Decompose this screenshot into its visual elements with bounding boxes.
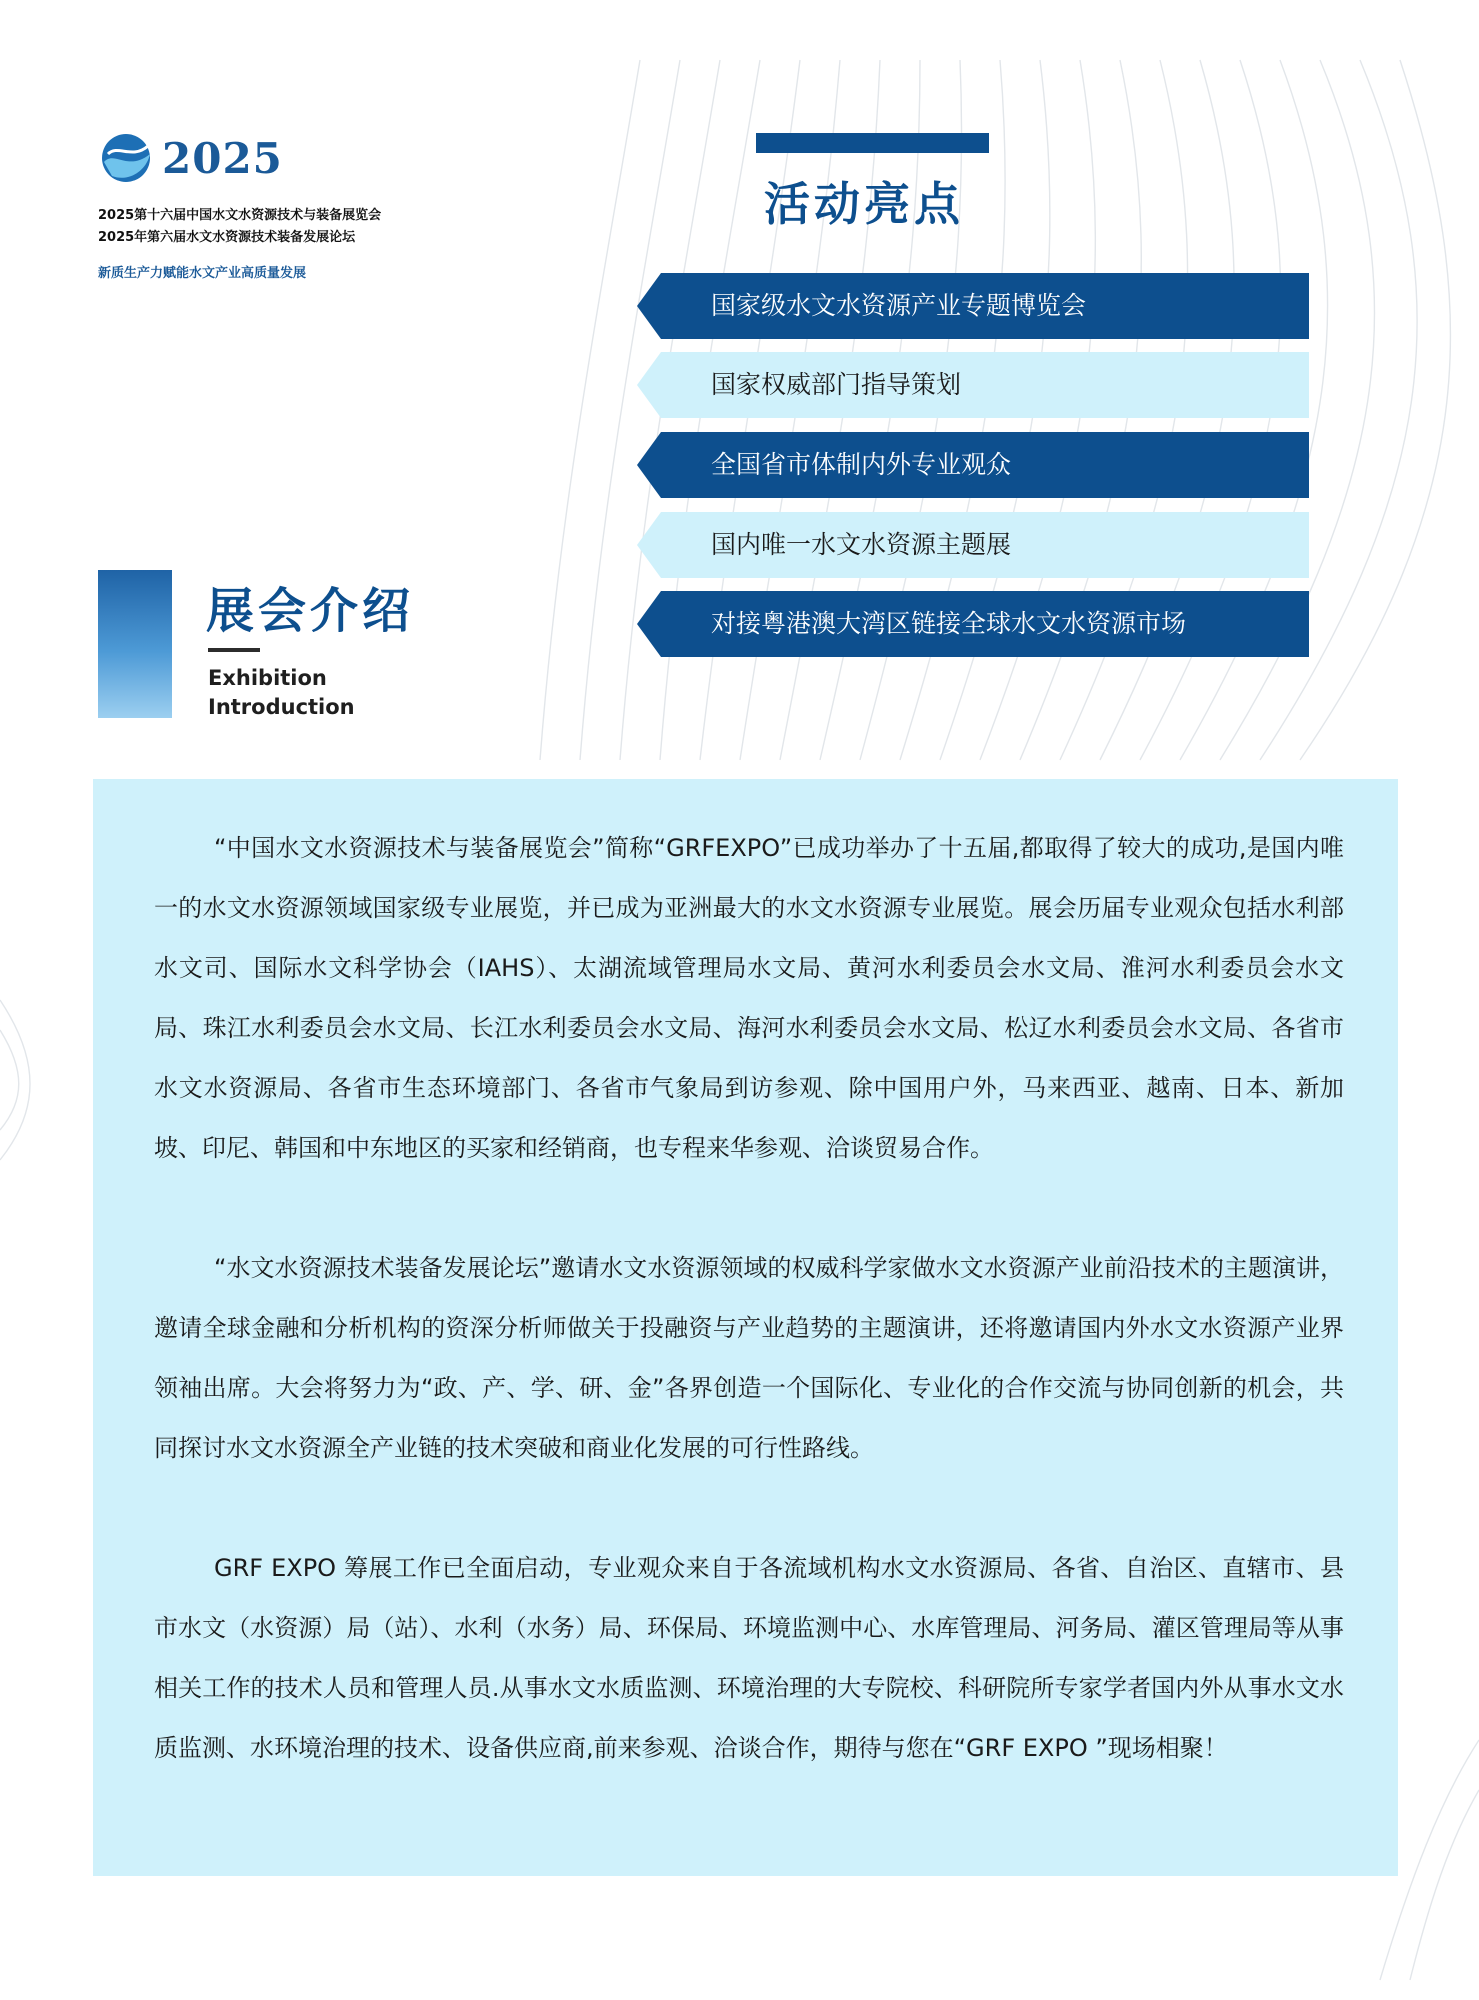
intro-gradient-block (98, 570, 172, 718)
slogan: 新质生产力赋能水文产业高质量发展 (98, 266, 307, 281)
highlight-label: 对接粤港澳大湾区链接全球水文水资源市场 (711, 609, 1187, 638)
highlight-label: 国家权威部门指导策划 (711, 370, 962, 399)
highlight-banner-3 (637, 432, 1309, 498)
highlight-label: 国家级水文水资源产业专题博览会 (711, 291, 1087, 320)
expo-logo (98, 128, 398, 188)
highlight-label: 全国省市体制内外专业观众 (711, 450, 1012, 479)
highlight-banner-2 (637, 352, 1309, 418)
intro-title: 展会介绍 (206, 583, 415, 639)
highlight-label: 国内唯一水文水资源主题展 (711, 530, 1012, 559)
intro-paragraph-1: “中国水文水资源技术与装备展览会”简称“GRFEXPO”已成功举办了十五届,都取得了较大的成功,是国内唯一的水文水资源领域国家级专业展览，并已成为亚洲最大的水文水资源专业展览。展会历届专业观众包括水利部水文司、国际水文科学协会（IAHS）、太湖流域管理局水文局、黄河水利委员会水文局、淮河水利委员会水文局、珠江水利委员会水文局、长江水利委员会水文局、海河水利委员会水文局、松辽水利委员会水文局、各省市水文水资源局、各省市生态环境部门、各省市气象局到访参观、除中国用户外，马来西亚、越南、日本、新加坡、印尼、韩国和中东地区的买家和经销商，也专程来华参观、洽谈贸易合作。 (154, 834, 1344, 1162)
expo-title-line: 2025第十六届中国水文水资源技术与装备展览会 (98, 208, 382, 223)
intro-paragraph-2: “水文水资源技术装备发展论坛”邀请水文水资源领域的权威科学家做水文水资源产业前沿技术的主题演讲，邀请全球金融和分析机构的资深分析师做关于投融资与产业趋势的主题演讲，还将邀请国内外水文水资源产业界领袖出席。大会将努力为“政、产、学、研、金”各界创造一个国际化、专业化的合作交流与协同创新的机会，共同探讨水文水资源全产业链的技术突破和商业化发展的可行性路线。 (154, 1254, 1344, 1462)
forum-title-line: 2025年第六届水文水资源技术装备发展论坛 (98, 230, 356, 245)
intro-paragraph-3: GRF EXPO 筹展工作已全面启动，专业观众来自于各流域机构水文水资源局、各省、自治区、直辖市、县市水文（水资源）局（站）、水利（水务）局、环保局、环境监测中心、水库管理局、河务局、灌区管理局等从事相关工作的技术人员和管理人员.从事水文水质监测、环境治理的大专院校、科研院所专家学者国内外从事水文水质监测、水环境治理的技术、设备供应商,前来参观、洽谈合作，期待与您在“GRF EXPO ”现场相聚！ (154, 1554, 1344, 1762)
highlight-banner-5 (637, 591, 1309, 657)
intro-divider (208, 648, 260, 652)
intro-en-line-2: Introduction (208, 695, 355, 719)
logo-year: 2025 (162, 134, 283, 183)
highlight-banner-4 (637, 512, 1309, 578)
highlights-title: 活动亮点 (764, 177, 964, 231)
water-wave-logo-icon (98, 132, 158, 184)
highlight-banner-1 (637, 273, 1309, 339)
highlights-accent-bar (756, 133, 989, 153)
intro-en-line-1: Exhibition (208, 666, 327, 690)
